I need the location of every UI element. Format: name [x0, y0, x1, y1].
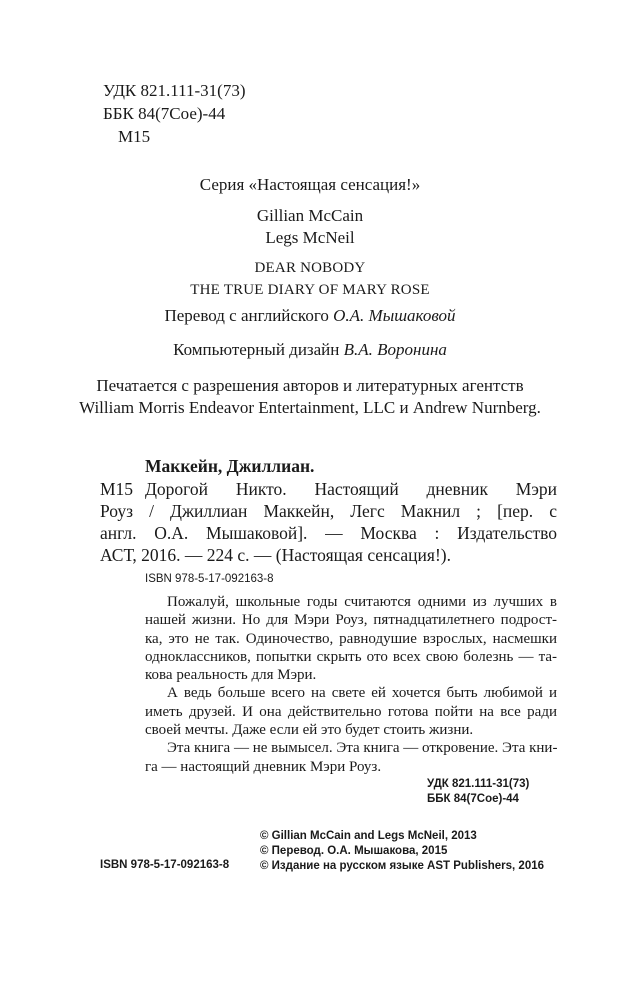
annotation-line: кова реальность для Мэри. — [145, 667, 317, 684]
udk-code: УДК 821.111-31(73) — [103, 81, 246, 100]
design-prefix: Компьютерный дизайн — [173, 340, 344, 359]
author-name-1: Gillian McCain — [256, 206, 364, 225]
isbn-bottom: ISBN 978-5-17-092163-8 — [100, 859, 230, 871]
series-name: Серия «Настоящая сенсация!» — [199, 175, 421, 194]
annotation-line: своей мечты. Даже если ей это будет стоить жизни. — [145, 722, 474, 739]
annotation-text — [145, 593, 557, 776]
original-title-line-1: DEAR NOBODY — [254, 260, 366, 276]
designer-name: В.А. Воронина — [343, 340, 447, 359]
biblio-line: Роуз / Джиллиан Маккейн, Легс Макнил ; [пер. с — [100, 501, 557, 521]
annotation-line: А ведь больше всего на свете ей хочется быть любимой и — [167, 685, 557, 702]
annotation-bbk: ББК 84(7Сое)-44 — [427, 793, 519, 805]
permission-line-2: William Morris Endeavor Entertainment, LLC и Andrew Nurnberg. — [79, 398, 541, 417]
copyright-line-2: © Перевод. О.А. Мышакова, 2015 — [260, 845, 448, 857]
design-credit — [0, 340, 620, 360]
biblio-line: англ. О.А. Мышаковой]. — Москва : Издательство — [100, 523, 557, 543]
biblio-line: АСТ, 2016. — 224 с. — (Настоящая сенсация!). — [100, 545, 451, 565]
annotation-line: Эта книга — не вымысел. Эта книга — откровение. Эта кни- — [167, 740, 558, 757]
copyright-line-3: © Издание на русском языке AST Publishers, 2016 — [260, 860, 545, 872]
annotation-line: ка, это не так. Одиночество, равнодушие взрослых, насмешки — [145, 630, 557, 647]
copyright-line-1: © Gillian McCain and Legs McNeil, 2013 — [260, 830, 477, 842]
biblio-author-heading: Маккейн, Джиллиан. — [145, 456, 315, 476]
annotation-udk: УДК 821.111-31(73) — [427, 778, 530, 790]
author-mark: М15 — [118, 127, 151, 146]
annotation-line: Пожалуй, школьные годы считаются одними из лучших в — [167, 594, 557, 610]
permission-line-1: Печатается с разрешения авторов и литературных агентств — [96, 376, 524, 395]
original-title-line-2: THE TRUE DIARY OF MARY ROSE — [190, 282, 430, 298]
translation-credit — [0, 306, 620, 326]
annotation-line: иметь друзей. И она действительно готова пойти на все ради — [145, 703, 557, 720]
annotation-line: га — настоящий дневник Мэри Роуз. — [145, 758, 382, 775]
biblio-mark: М15 — [100, 479, 134, 499]
biblio-description — [100, 478, 557, 566]
biblio-isbn: ISBN 978-5-17-092163-8 — [145, 573, 274, 585]
annotation-line: нашей жизни. Но для Мэри Роуз, пятнадцатилетнего подрост- — [145, 612, 557, 629]
annotation-line: одноклассников, попытки скрыть ото всех свою болезнь — та- — [145, 648, 557, 665]
translation-prefix: Перевод с английского — [164, 306, 334, 325]
translator-name: О.А. Мышаковой — [333, 306, 456, 325]
biblio-line: Дорогой Никто. Настоящий дневник Мэри — [145, 479, 557, 499]
bbk-code: ББК 84(7Сое)-44 — [103, 104, 226, 123]
author-name-2: Legs McNeil — [265, 228, 355, 247]
